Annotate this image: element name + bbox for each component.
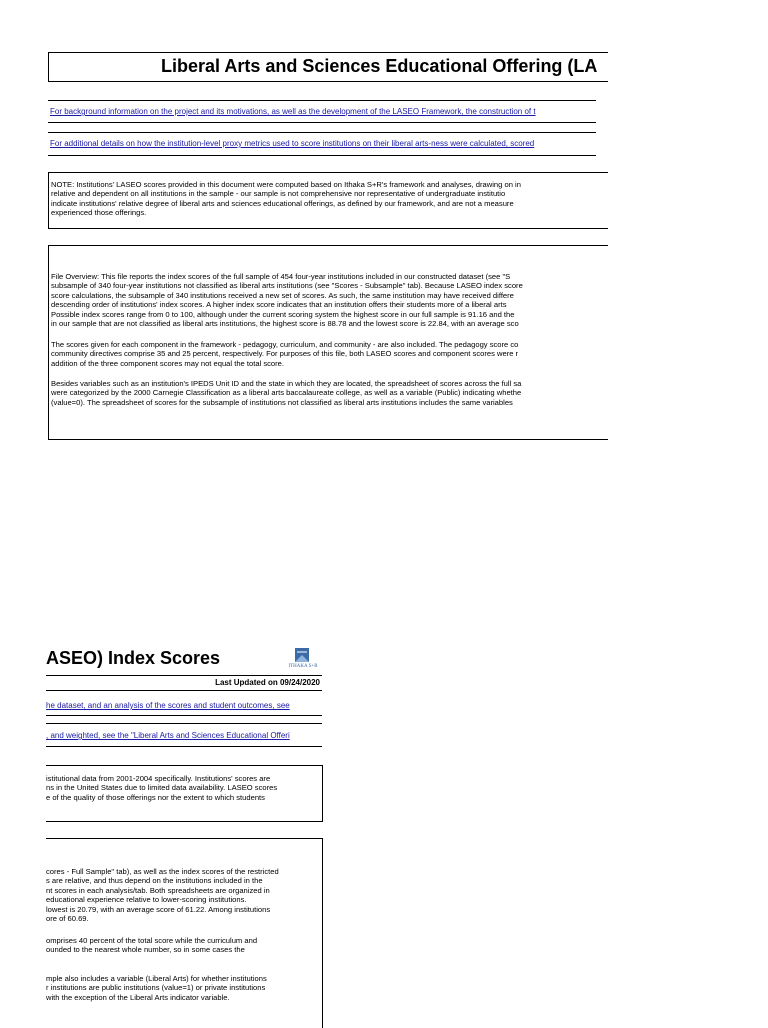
page1-note-text: NOTE: Institutions' LASEO scores provided in this document were computed based on Ithaka S+R's framework and analyses, drawing on in relative and dependent on all institutions in the sample - our sample is not comprehensive nor representative of undergraduate institutio indicate institutions' relative degree of liberal arts and sciences educational offerings, as defined by our framework, and are not a measure experienced those offerings.: [51, 180, 521, 218]
page2-details-link[interactable]: , and weighted, see the "Liberal Arts and Sciences Educational Offeri: [46, 731, 290, 740]
page1-title-box: [48, 52, 608, 82]
page2-rule-4: [46, 746, 322, 747]
page1-title: Liberal Arts and Sciences Educational Offering (LA: [161, 56, 598, 76]
page2-updated: Last Updated on 09/24/2020: [215, 678, 320, 687]
ithaka-logo-text: ITHAKA S+R: [288, 664, 318, 669]
page1-background-link[interactable]: For background information on the project and its motivations, as well as the development of the LASEO Framework, the construction of t: [50, 107, 536, 116]
page1-overview-box: [48, 245, 608, 440]
page1-details-link[interactable]: For additional details on how the institution-level proxy metrics used to score institutions on their liberal arts-ness were calculated, scored: [50, 139, 535, 148]
page1-note-box: [48, 172, 608, 229]
page2-rule-3: [46, 723, 322, 724]
page1-variables-text: Besides variables such as an institution's IPEDS Unit ID and the state in which they are located, the spreadsheet of scores across the full sa were categorized by the 2000 Carnegie Classification as a liberal arts baccalaureate college, as well as a variable (Public) indicating whethe (value=0). The spreadsheet of scores for the subsample of institutions not classified as liberal arts institutions includes the same variables: [51, 379, 522, 407]
page2-note-box: [46, 765, 323, 822]
page2-updated-rule: [46, 690, 322, 691]
page1-rule-3: [48, 132, 596, 133]
page2-overview-text: cores - Full Sample" tab), as well as the index scores of the restricted s are relative, and thus depend on the institutions included in the nt scores in each analysis/tab. Both spreadsheets are organized in educational experience relative to lower-scoring institutions. lowest is 20.79, with an average score of 61.22. Among institutions ore of 60.69.: [46, 867, 279, 924]
page2-background-link[interactable]: he dataset, and an analysis of the scores and student outcomes, see: [46, 701, 290, 710]
page1-rule-2: [48, 122, 596, 123]
page1-components-text: The scores given for each component in the framework - pedagogy, curriculum, and community - are also included. The pedagogy score co community directives comprise 35 and 25 percent, respectively. For purposes of this file, both LASEO scores and component scores were r addition of the three component scores may not equal the total score.: [51, 340, 519, 368]
page2-variables-text: mple also includes a variable (Liberal Arts) for whether institutions r institutions are public institutions (value=1) or private institutions with the exception of the Liberal Arts indicator variable.: [46, 974, 267, 1002]
page1-overview-text: File Overview: This file reports the index scores of the full sample of 454 four-year institutions included in our constructed dataset (see "S subsample of 340 four-year institutions not classified as liberal arts institutions (see "Scores - Subsample" tab). Because LASEO index score score calculations, the subsample of 340 institutions received a new set of scores. As such, the same institution may have received differe descending order of institutions' index scores. A higher index score indicates that an institution offers their students more of a liberal arts Possible index scores range from 0 to 100, although under the current scoring system the highest score in our full sample is 91.16 and the in our sample that are not classified as liberal arts institutions, the highest score is 88.78 and the lowest score is 22.84, with an average sco: [51, 272, 523, 329]
page1-rule-4: [48, 155, 596, 156]
page1-rule-1: [48, 100, 596, 101]
page2-title-rule: [46, 675, 322, 676]
page2-rule-2: [46, 715, 322, 716]
page2-components-text: omprises 40 percent of the total score while the curriculum and ounded to the nearest whole number, so in some cases the: [46, 936, 258, 955]
ithaka-logo-icon: [286, 646, 320, 674]
page2-overview-box: [46, 838, 323, 1028]
page2-note-text: istitutional data from 2001-2004 specifically. Institutions' scores are ns in the United States due to limited data availability. LASEO scores e of the quality of those offerings nor the extent to which students: [46, 774, 278, 802]
page2-title: ASEO) Index Scores: [46, 648, 221, 668]
ithaka-logo: [286, 646, 320, 674]
